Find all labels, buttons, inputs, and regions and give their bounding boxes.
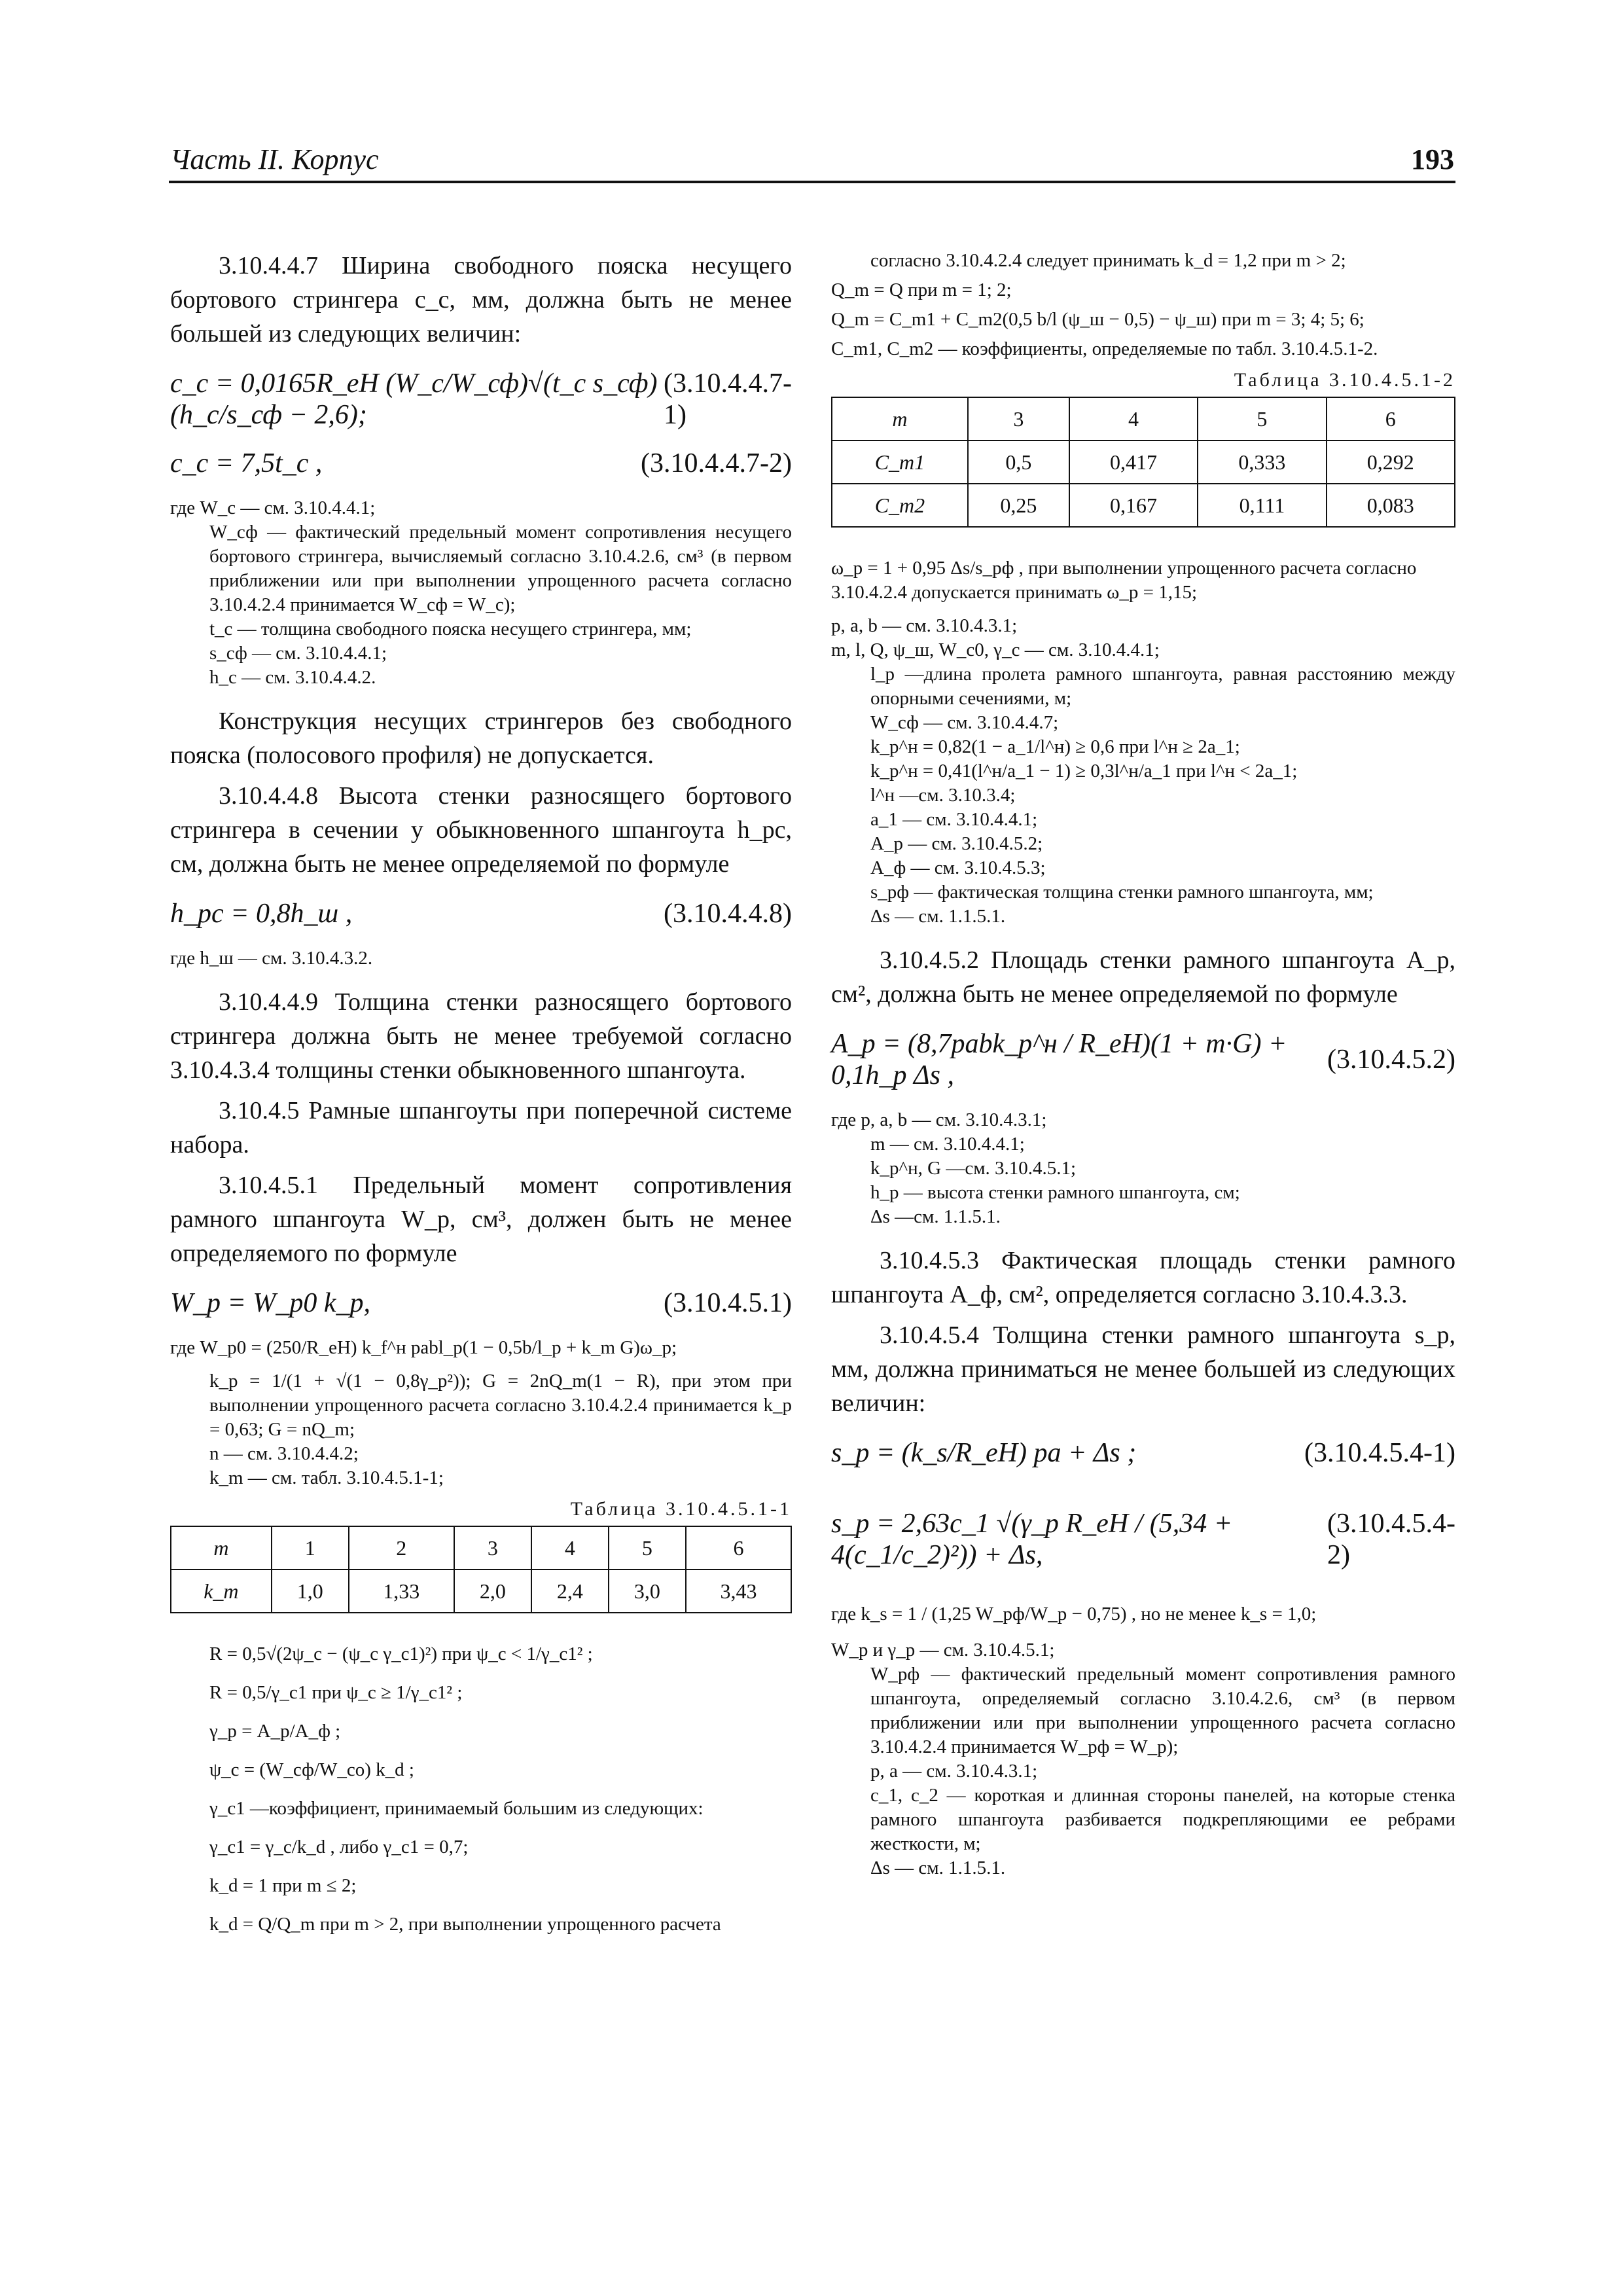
formula-number: (3.10.4.5.4-2) <box>1327 1509 1455 1570</box>
left-column <box>170 249 792 1937</box>
table-cell: 2,0 <box>454 1570 531 1613</box>
table-cell: 1,0 <box>272 1570 349 1613</box>
definition-item: W_рф — фактический предельный момент сопротивления рамного шпангоута, определяемый согласно 3.10.4.2.6, см³ (в первом приближении или при выполнении упрощенного расчета согласно 3.10.4.2.4 принимается W_рф = W_р); <box>870 1664 1455 1757</box>
right-column <box>831 249 1455 1880</box>
definition-item: p, a, b — см. 3.10.4.3.1; <box>831 615 1018 636</box>
formula-body: h_рс = 0,8h_ш , <box>170 899 353 929</box>
formula-body: c_c = 7,5t_c , <box>170 448 323 478</box>
definition-item: Q_m = Q при m = 1; 2; <box>831 279 1012 300</box>
table-cell: 3,0 <box>609 1570 686 1613</box>
definition-item: h_р — высота стенки рамного шпангоута, см; <box>870 1182 1240 1203</box>
table-cell: 0,083 <box>1327 484 1455 527</box>
definition-item: A_р — см. 3.10.4.5.2; <box>870 833 1043 854</box>
formula-body: c_c = 0,0165R_eH (W_c/W_сф)√(t_c s_сф) (h_c/s_сф − 2,6); <box>170 368 658 430</box>
clause-3-10-4-4-8: 3.10.4.4.8 Высота стенки разносящего бортового стрингера в сечении у обыкновенного шпангоута h_рс, см, должна быть не менее определяемой по формуле <box>170 782 792 878</box>
table-cell: 5 <box>609 1526 686 1570</box>
clause-3-10-4-5-3: 3.10.4.5.3 Фактическая площадь стенки рамного шпангоута A_ф, см², определяется согласно 3.10.4.3.3. <box>831 1247 1455 1308</box>
formula-3-10-4-5-4-1 <box>831 1437 1455 1469</box>
table-cell: m <box>832 397 968 440</box>
formula-body: s_р = 2,63c_1 √(γ_р R_eH / (5,34 + 4(c_1/c_2)²)) + Δs, <box>831 1509 1233 1570</box>
formula-body: s_р = (k_s/R_eH) pa + Δs ; <box>831 1438 1137 1468</box>
table-cell: 0,417 <box>1069 440 1198 484</box>
table-cell: 3 <box>454 1526 531 1570</box>
definition-item: где h_ш — см. 3.10.4.3.2. <box>170 948 373 969</box>
definition-item: Δs — см. 1.1.5.1. <box>870 1857 1006 1878</box>
definitions-list <box>170 1336 792 1490</box>
formula-body: W_р = W_р0 k_р, <box>170 1288 370 1318</box>
running-header-part: Часть II. Корпус <box>170 143 379 175</box>
definition-item: k_d = Q/Q_m при m > 2, при выполнении упрощенного расчета <box>209 1914 721 1935</box>
table-cell: 0,111 <box>1198 484 1326 527</box>
definitions-list <box>170 496 792 690</box>
clause-3-10-4-5-4: 3.10.4.5.4 Толщина стенки рамного шпангоута s_р, мм, должна приниматься не менее большей из следующих величин: <box>831 1321 1455 1417</box>
definition-item: W_сф — см. 3.10.4.4.7; <box>870 712 1059 733</box>
table-caption: Таблица 3.10.4.5.1-1 <box>570 1498 792 1520</box>
definition-item: где W_c — см. 3.10.4.4.1; <box>170 497 376 518</box>
table-cell: 2,4 <box>531 1570 609 1613</box>
formula-number: (3.10.4.4.7-1) <box>664 368 792 430</box>
table-cell: k_m <box>171 1570 272 1613</box>
definitions-list <box>831 556 1455 929</box>
definition-item: h_c — см. 3.10.4.4.2. <box>209 667 376 688</box>
table-row <box>832 440 1455 484</box>
table-cell: 0,167 <box>1069 484 1198 527</box>
clause-3-10-4-4-9: 3.10.4.4.9 Толщина стенки разносящего бортового стрингера должна быть не менее требуемой согласно 3.10.4.3.4 толщины стенки обыкновенного шпангоута. <box>170 988 792 1084</box>
clause-3-10-4-5-1: 3.10.4.5.1 Предельный момент сопротивления рамного шпангоута W_р, см³, должен быть не менее определяемого по формуле <box>170 1172 792 1267</box>
formula-3-10-4-4-8 <box>170 898 792 929</box>
definition-item: Q_m = C_m1 + C_m2(0,5 b/l (ψ_ш − 0,5) − ψ_ш) при m = 3; 4; 5; 6; <box>831 309 1364 330</box>
table-cell: m <box>171 1526 272 1570</box>
formula-number: (3.10.4.5.2) <box>1327 1045 1455 1075</box>
formula-number: (3.10.4.5.1) <box>664 1288 792 1318</box>
definition-item: k_m — см. табл. 3.10.4.5.1-1; <box>209 1467 444 1488</box>
table-cell: 6 <box>1327 397 1455 440</box>
formula-number: (3.10.4.4.8) <box>664 899 792 929</box>
definition-item: ψ_c = (W_сф/W_co) k_d ; <box>209 1759 414 1780</box>
formula-3-10-4-4-7-2 <box>170 448 792 479</box>
formula-3-10-4-5-2 <box>831 1028 1455 1091</box>
definition-item: k_р^н = 0,41(l^н/a_1 − 1) ≥ 0,3l^н/a_1 при l^н < 2a_1; <box>870 761 1298 781</box>
definition-item: a_1 — см. 3.10.4.4.1; <box>870 809 1038 830</box>
definition-item: k_р^н, G —см. 3.10.4.5.1; <box>870 1158 1077 1179</box>
table-cell: 4 <box>531 1526 609 1570</box>
definition-item: R = 0,5/γ_c1 при ψ_c ≥ 1/γ_c1² ; <box>209 1682 463 1703</box>
definition-item: k_р = 1/(1 + √(1 − 0,8γ_р²)); G = 2nQ_m(1 − R), при этом при выполнении упрощенного расчета согласно 3.10.4.2.4 принимается k_р = 0,63; G = nQ_m; <box>209 1371 792 1440</box>
table-cell: 3 <box>968 397 1069 440</box>
definition-item: l^н —см. 3.10.3.4; <box>870 785 1016 806</box>
table-caption: Таблица 3.10.4.5.1-2 <box>1234 369 1455 391</box>
clause-3-10-4-4-7: 3.10.4.4.7 Ширина свободного пояска несущего бортового стрингера c_c, мм, должна быть не менее большей из следующих величин: <box>170 252 792 348</box>
paragraph: Конструкция несущих стрингеров без свободного пояска (полосового профиля) не допускается. <box>170 708 792 769</box>
table-km <box>170 1526 792 1613</box>
table-cell: 0,292 <box>1327 440 1455 484</box>
definition-item: где k_s = 1 / (1,25 W_рф/W_р − 0,75) , но не менее k_s = 1,0; <box>831 1604 1317 1624</box>
header-rule <box>169 181 1455 183</box>
definition-item: γ_c1 —коэффициент, принимаемый большим из следующих: <box>209 1798 704 1819</box>
definition-item: W_сф — фактический предельный момент сопротивления несущего бортового стрингера, вычисляемый согласно 3.10.4.2.6, см³ (в первом приближении или при выполнении упрощенного расчета согласно 3.10.4.2.4 принимается W_сф = W_c); <box>209 522 792 615</box>
definitions-list <box>831 1108 1455 1229</box>
formula-3-10-4-5-1 <box>170 1287 792 1319</box>
definition-item: k_р^н = 0,82(1 − a_1/l^н) ≥ 0,6 при l^н ≥ 2a_1; <box>870 736 1240 757</box>
definition-item: γ_c1 = γ_c/k_d , либо γ_c1 = 0,7; <box>209 1837 469 1857</box>
table-row <box>832 484 1455 527</box>
definition-item: k_d = 1 при m ≤ 2; <box>209 1875 357 1896</box>
definition-item: A_ф — см. 3.10.4.5.3; <box>870 857 1046 878</box>
table-cell: 3,43 <box>686 1570 791 1613</box>
table-row <box>171 1526 791 1570</box>
definition-item: c_1, c_2 — короткая и длинная стороны панелей, на которые стенка рамного шпангоута разбивается подкрепляющими ее ребрами жесткости, м; <box>870 1785 1455 1854</box>
table-cell: 6 <box>686 1526 791 1570</box>
definitions-list <box>170 1642 792 1937</box>
definition-item: t_c — толщина свободного пояска несущего стрингера, мм; <box>209 619 692 639</box>
formula-body: A_р = (8,7pabk_р^н / R_eH)(1 + m·G) + 0,1h_р Δs , <box>831 1029 1287 1090</box>
definition-item: согласно 3.10.4.2.4 следует принимать k_d = 1,2 при m > 2; <box>870 250 1346 271</box>
definition-item: R = 0,5√(2ψ_c − (ψ_c γ_c1)²) при ψ_c < 1/γ_c1² ; <box>209 1643 593 1664</box>
table-cell: 0,25 <box>968 484 1069 527</box>
definition-item: n — см. 3.10.4.4.2; <box>209 1443 359 1464</box>
table-cell: 1,33 <box>349 1570 454 1613</box>
table-cell: 5 <box>1198 397 1326 440</box>
formula-number: (3.10.4.4.7-2) <box>641 448 792 478</box>
definitions-list <box>831 249 1455 361</box>
table-cell: 1 <box>272 1526 349 1570</box>
formula-3-10-4-5-4-2 <box>831 1508 1455 1571</box>
table-cell: 0,5 <box>968 440 1069 484</box>
definition-item: p, a — см. 3.10.4.3.1; <box>870 1761 1038 1782</box>
definition-item: m — см. 3.10.4.4.1; <box>870 1134 1025 1155</box>
definition-item: C_m1, C_m2 — коэффициенты, определяемые по табл. 3.10.4.5.1-2. <box>831 338 1378 359</box>
formula-3-10-4-4-7-1 <box>170 368 792 431</box>
definitions-list <box>831 1602 1455 1880</box>
definition-item: l_р —длина пролета рамного шпангоута, равная расстоянию между опорными сечениями, м; <box>870 664 1455 709</box>
table-cell: C_m1 <box>832 440 968 484</box>
definition-item: где W_р0 = (250/R_eH) k_f^н pabl_р(1 − 0,5b/l_р + k_m G)ω_р; <box>170 1337 677 1358</box>
formula-number: (3.10.4.5.4-1) <box>1304 1438 1455 1468</box>
definition-item: где p, a, b — см. 3.10.4.3.1; <box>831 1109 1047 1130</box>
table-row <box>832 397 1455 440</box>
definition-item: Δs —см. 1.1.5.1. <box>870 1206 1001 1227</box>
table-cell: 4 <box>1069 397 1198 440</box>
definition-item: m, l, Q, ψ_ш, W_c0, γ_c — см. 3.10.4.4.1; <box>831 639 1160 660</box>
definition-item: γ_р = A_р/A_ф ; <box>209 1721 341 1742</box>
table-row <box>171 1570 791 1613</box>
clause-3-10-4-5: 3.10.4.5 Рамные шпангоуты при поперечной системе набора. <box>170 1097 792 1158</box>
definition-item: W_р и γ_р — см. 3.10.4.5.1; <box>831 1640 1055 1660</box>
definition-item: s_сф — см. 3.10.4.4.1; <box>209 643 387 664</box>
clause-3-10-4-5-2: 3.10.4.5.2 Площадь стенки рамного шпангоута A_р, см², должна быть не менее определяемой по формуле <box>831 946 1455 1008</box>
table-cell: C_m2 <box>832 484 968 527</box>
table-cell: 2 <box>349 1526 454 1570</box>
table-cm <box>831 397 1455 528</box>
page-number: 193 <box>1411 143 1454 175</box>
table-cell: 0,333 <box>1198 440 1326 484</box>
definitions-list <box>170 946 792 971</box>
definition-item: Δs — см. 1.1.5.1. <box>870 906 1006 927</box>
definition-item: s_рф — фактическая толщина стенки рамного шпангоута, мм; <box>870 882 1374 903</box>
definition-item: ω_р = 1 + 0,95 Δs/s_рф , при выполнении упрощенного расчета согласно 3.10.4.2.4 допускается принимать ω_р = 1,15; <box>831 558 1417 603</box>
